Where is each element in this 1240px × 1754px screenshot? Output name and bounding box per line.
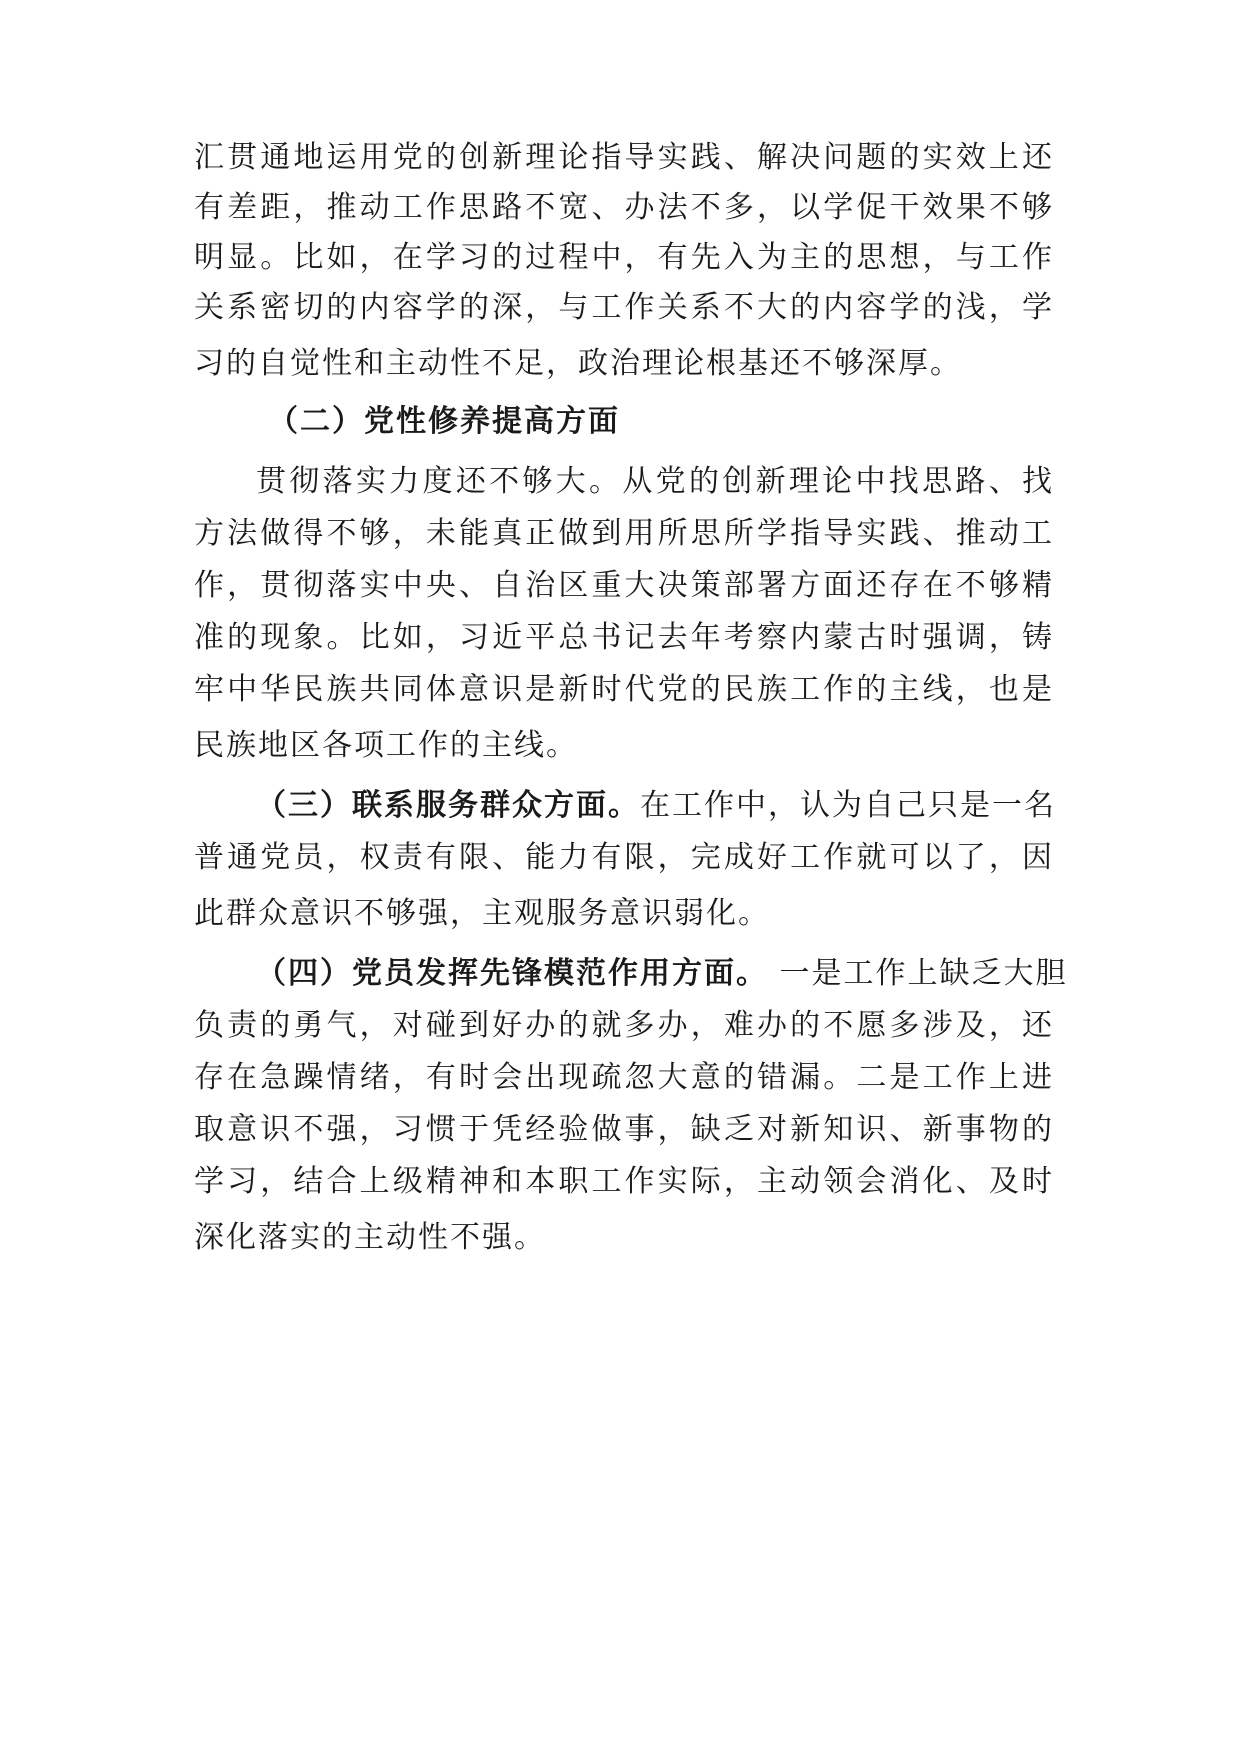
section-heading-3: （三）联系服务群众方面。 bbox=[256, 788, 640, 823]
section-3-first-line bbox=[256, 786, 1054, 826]
paragraph-line: 存在急躁情绪，有时会出现疏忽大意的错漏。二是工作上进 bbox=[194, 1060, 1054, 1095]
paragraph-line: 学习，结合上级精神和本职工作实际，主动领会消化、及时 bbox=[194, 1164, 1054, 1199]
paragraph-line: 方法做得不够，未能真正做到用所思所学指导实践、推动工 bbox=[194, 516, 1054, 551]
paragraph-line: 汇贯通地运用党的创新理论指导实践、解决问题的实效上还 bbox=[194, 140, 1054, 175]
section-heading-2: （二）党性修养提高方面 bbox=[268, 404, 620, 439]
paragraph-text: 一是工作上缺乏大胆 bbox=[768, 956, 1068, 991]
paragraph-line: 习的自觉性和主动性不足，政治理论根基还不够深厚。 bbox=[194, 346, 962, 381]
paragraph-line: 普通党员，权责有限、能力有限，完成好工作就可以了，因 bbox=[194, 840, 1054, 875]
paragraph-line: 负责的勇气，对碰到好办的就多办，难办的不愿多涉及，还 bbox=[194, 1008, 1054, 1043]
paragraph-line: 此群众意识不够强，主观服务意识弱化。 bbox=[194, 896, 770, 931]
paragraph-line: 深化落实的主动性不强。 bbox=[194, 1220, 546, 1255]
paragraph-line: 准的现象。比如，习近平总书记去年考察内蒙古时强调，铸 bbox=[194, 620, 1054, 655]
paragraph-line: 贯彻落实力度还不够大。从党的创新理论中找思路、找 bbox=[256, 464, 1054, 499]
paragraph-line: 取意识不强，习惯于凭经验做事，缺乏对新知识、新事物的 bbox=[194, 1112, 1054, 1147]
paragraph-text: 在工作中，认为自己只是一名 bbox=[640, 788, 1056, 823]
paragraph-line: 牢中华民族共同体意识是新时代党的民族工作的主线，也是 bbox=[194, 672, 1054, 707]
section-heading-4: （四）党员发挥先锋模范作用方面。 bbox=[256, 956, 768, 991]
paragraph-line: 作，贯彻落实中央、自治区重大决策部署方面还存在不够精 bbox=[194, 568, 1054, 603]
paragraph-line: 关系密切的内容学的深，与工作关系不大的内容学的浅，学 bbox=[194, 290, 1054, 325]
paragraph-line: 民族地区各项工作的主线。 bbox=[194, 728, 578, 763]
section-4-first-line bbox=[256, 954, 1068, 994]
paragraph-line: 明显。比如，在学习的过程中，有先入为主的思想，与工作 bbox=[194, 240, 1054, 275]
paragraph-line: 有差距，推动工作思路不宽、办法不多，以学促干效果不够 bbox=[194, 190, 1054, 225]
